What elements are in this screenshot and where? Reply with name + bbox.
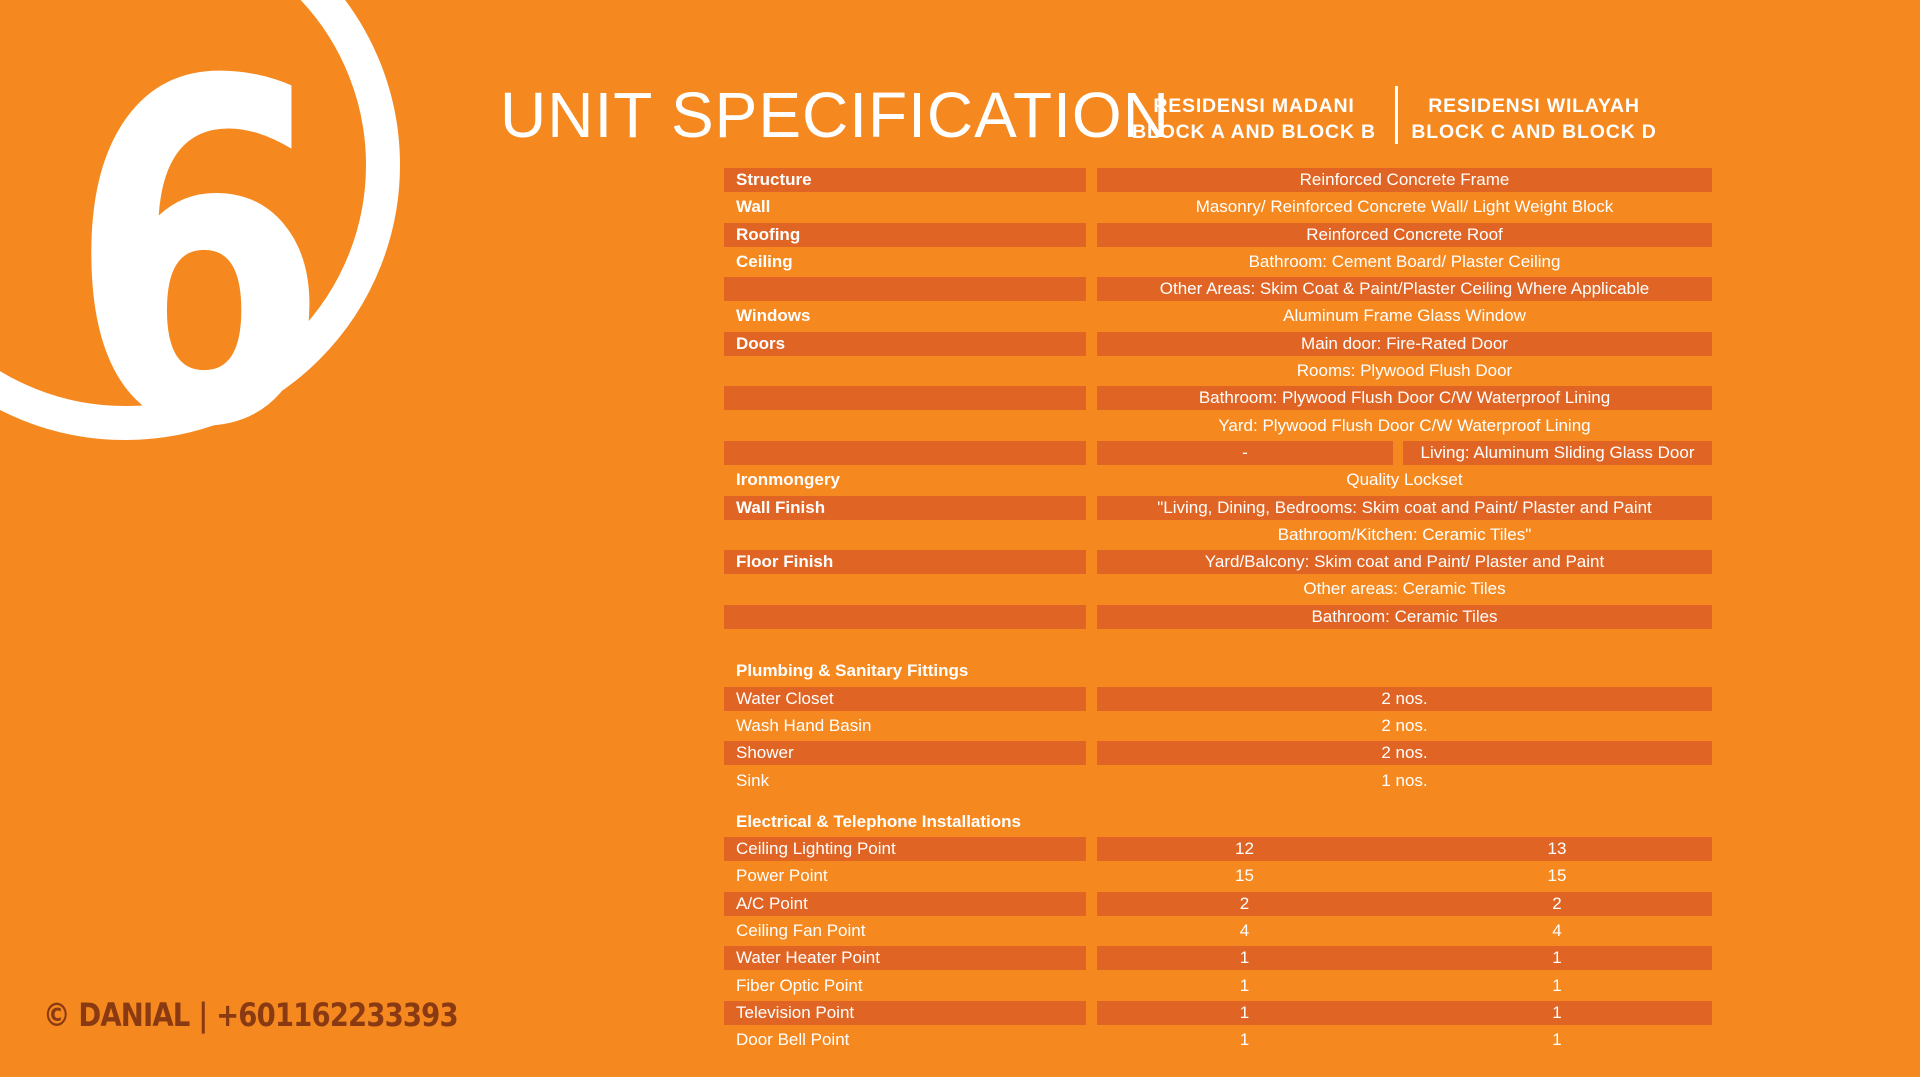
spec-label	[724, 577, 1086, 601]
spec-value: Masonry/ Reinforced Concrete Wall/ Light Weight Block	[1195, 197, 1614, 217]
spec-label: Floor Finish	[724, 550, 1086, 574]
spec-value: Reinforced Concrete Frame	[1097, 168, 1712, 192]
spec-value: Other Areas: Skim Coat & Paint/Plaster Ceiling Where Applicable	[1097, 277, 1712, 301]
electrical-label: Water Heater Point	[724, 946, 1086, 970]
spec-row	[724, 550, 1712, 577]
spec-row	[724, 304, 1712, 331]
header-divider	[1395, 86, 1398, 144]
spec-label: Structure	[724, 168, 1086, 192]
electrical-value-wilayah: 4	[1552, 921, 1562, 941]
plumbing-value: 2 nos.	[1097, 687, 1712, 711]
electrical-value-wilayah: 15	[1547, 866, 1567, 886]
electrical-value-madani: 1	[1239, 975, 1250, 995]
spec-value-wilayah: Living: Aluminum Sliding Glass Door	[1403, 441, 1712, 465]
spec-row	[724, 605, 1712, 632]
electrical-value-madani: 1	[1239, 1002, 1250, 1022]
spec-row	[724, 277, 1712, 304]
spec-row	[724, 468, 1712, 495]
spec-value: "Living, Dining, Bedrooms: Skim coat and Paint/ Plaster and Paint	[1097, 496, 1712, 520]
plumbing-section-header	[724, 659, 1712, 686]
spec-label	[724, 359, 1086, 383]
electrical-value-madani: 1	[1239, 948, 1250, 968]
electrical-value-madani: 12	[1235, 839, 1254, 859]
electrical-label: Ceiling Lighting Point	[724, 837, 1086, 861]
plumbing-row	[724, 714, 1712, 741]
electrical-label: Television Point	[724, 1001, 1086, 1025]
spec-row	[724, 386, 1712, 413]
electrical-value-madani: 15	[1235, 866, 1254, 886]
column-header-madani-blocks: BLOCK A AND BLOCK B	[1132, 121, 1376, 143]
electrical-value-wilayah: 2	[1552, 893, 1562, 913]
spec-row	[724, 359, 1712, 386]
spec-value: Yard/Balcony: Skim coat and Paint/ Plaster and Paint	[1097, 550, 1712, 574]
spec-value: Main door: Fire-Rated Door	[1097, 332, 1712, 356]
electrical-row	[724, 974, 1712, 1001]
spec-label: Windows	[736, 306, 811, 326]
electrical-value-madani: 4	[1239, 921, 1250, 941]
plumbing-label: Sink	[736, 770, 770, 790]
spec-row	[724, 332, 1712, 359]
plumbing-value: 2 nos.	[1381, 715, 1428, 735]
spec-value: Bathroom/Kitchen: Ceramic Tiles"	[1277, 524, 1532, 544]
spec-label	[724, 605, 1086, 629]
page-title: UNIT SPECIFICATION	[500, 79, 1170, 151]
spec-table	[724, 168, 1712, 1056]
plumbing-label: Water Closet	[724, 687, 1086, 711]
electrical-value-wilayah: 13	[1547, 839, 1567, 859]
column-header-wilayah-name: RESIDENSI WILAYAH	[1428, 95, 1640, 117]
plumbing-value: 1 nos.	[1381, 770, 1428, 790]
spec-value: Bathroom: Plywood Flush Door C/W Waterproof Lining	[1097, 386, 1712, 410]
electrical-label: Ceiling Fan Point	[736, 921, 866, 941]
spec-label	[724, 414, 1086, 438]
spec-label: Ironmongery	[736, 470, 840, 490]
spec-value: Quality Lockset	[1346, 470, 1463, 490]
spec-row	[724, 223, 1712, 250]
electrical-value-wilayah: 1	[1552, 948, 1562, 968]
electrical-label: Door Bell Point	[736, 1030, 850, 1050]
plumbing-label: Shower	[724, 741, 1086, 765]
electrical-row	[724, 919, 1712, 946]
plumbing-label: Wash Hand Basin	[736, 715, 872, 735]
plumbing-value: 2 nos.	[1097, 741, 1712, 765]
plumbing-row	[724, 769, 1712, 796]
spec-value: Other areas: Ceramic Tiles	[1303, 579, 1506, 599]
spec-value: Bathroom: Cement Board/ Plaster Ceiling	[1248, 251, 1561, 271]
electrical-row	[724, 1001, 1712, 1028]
spec-value: Reinforced Concrete Roof	[1097, 223, 1712, 247]
section-spacer	[724, 796, 1712, 810]
electrical-value-madani: 2	[1239, 893, 1250, 913]
spec-label	[724, 523, 1086, 547]
spec-value: Yard: Plywood Flush Door C/W Waterproof Lining	[1218, 415, 1591, 435]
spec-row	[724, 168, 1712, 195]
electrical-row	[724, 946, 1712, 973]
section-spacer	[724, 632, 1712, 659]
spec-value: Aluminum Frame Glass Window	[1283, 306, 1526, 326]
spec-value-madani: -	[1097, 441, 1393, 465]
electrical-row	[724, 837, 1712, 864]
spec-row	[724, 523, 1712, 550]
spec-label	[724, 441, 1086, 465]
electrical-label: Fiber Optic Point	[736, 975, 863, 995]
spec-value: Rooms: Plywood Flush Door	[1296, 361, 1513, 381]
column-header-wilayah-blocks: BLOCK C AND BLOCK D	[1411, 121, 1657, 143]
copyright-text: © DANIAL | +601162233393	[43, 996, 458, 1034]
spec-label: Ceiling	[736, 251, 793, 271]
column-header-wilayah	[1404, 93, 1664, 145]
electrical-row	[724, 1028, 1712, 1055]
column-header-madani-name: RESIDENSI MADANI	[1153, 95, 1355, 117]
column-header-madani	[1124, 93, 1384, 145]
spec-row	[724, 577, 1712, 604]
plumbing-title: Plumbing & Sanitary Fittings	[736, 661, 969, 681]
spec-label: Wall	[736, 197, 771, 217]
electrical-section-header	[724, 810, 1712, 837]
spec-label: Roofing	[724, 223, 1086, 247]
electrical-label: Power Point	[736, 866, 828, 886]
electrical-row	[724, 892, 1712, 919]
electrical-label: A/C Point	[724, 892, 1086, 916]
spec-value: Bathroom: Ceramic Tiles	[1097, 605, 1712, 629]
spec-row	[724, 250, 1712, 277]
electrical-value-wilayah: 1	[1552, 1030, 1562, 1050]
electrical-value-wilayah: 1	[1552, 1002, 1562, 1022]
electrical-value-wilayah: 1	[1552, 975, 1562, 995]
electrical-value-madani: 1	[1239, 1030, 1250, 1050]
spec-row	[724, 441, 1712, 468]
plumbing-row	[724, 687, 1712, 714]
spec-row	[724, 414, 1712, 441]
electrical-title: Electrical & Telephone Installations	[736, 811, 1021, 831]
spec-label: Wall Finish	[724, 496, 1086, 520]
spec-label	[724, 277, 1086, 301]
electrical-row	[724, 864, 1712, 891]
spec-label	[724, 386, 1086, 410]
spec-label: Doors	[724, 332, 1086, 356]
spec-row	[724, 195, 1712, 222]
plumbing-row	[724, 741, 1712, 768]
section-number: 6	[68, 0, 322, 530]
spec-row	[724, 496, 1712, 523]
